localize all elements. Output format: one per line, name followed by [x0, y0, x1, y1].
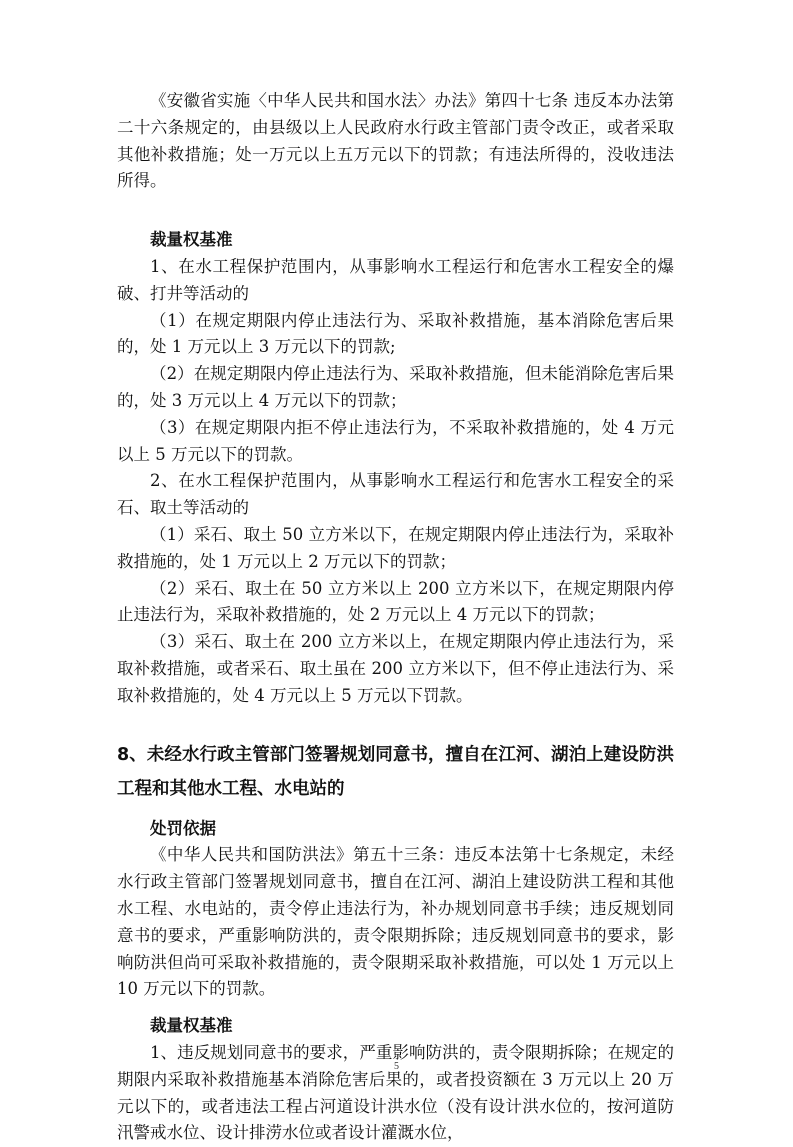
- water-law-article-47: 《安徽省实施〈中华人民共和国水法〉办法》第四十七条 违反本办法第二十六条规定的，由县级以上人民政府水行政主管部门责令改正，或者采取其他补救措施；处一万元以上五万元以下的罚款；有违法所得的，没收违法所得。: [117, 91, 674, 191]
- discretion-item-2-1: （1）采石、取土 50 立方米以下，在规定期限内停止违法行为，采取补救措施的，处 1 万元以上 2 万元以下的罚款；: [117, 524, 674, 571]
- discretion-item-1-3: （3）在规定期限内拒不停止违法行为，不采取补救措施的，处 4 万元以上 5 万元以下的罚款。: [117, 417, 674, 464]
- flood-control-law-article-53: 《中华人民共和国防洪法》第五十三条：违反本法第十七条规定，未经水行政主管部门签署规划同意书，擅自在江河、湖泊上建设防洪工程和其他水工程、水电站的，责令停止违法行为，补办规划同意书手续；违反规划同意书的要求，严重影响防洪的，责令限期拆除；违反规划同意书的要求，影响防洪但尚可采取补救措施的，责令限期采取补救措施，可以处 1 万元以上 10 万元以下的罚款。: [117, 845, 674, 999]
- discretion-item-1-2: （2）在规定期限内停止违法行为、采取补救措施，但未能消除危害后果的，处 3 万元以上 4 万元以下的罚款；: [117, 364, 674, 410]
- section-8-discretion-heading: 裁量权基准: [150, 1016, 233, 1036]
- discretion-item-2-2: （2）采石、取土在 50 立方米以上 200 立方米以下，在规定期限内停止违法行为，采取补救措施的，处 2 万元以上 4 万元以下的罚款；: [117, 578, 674, 625]
- page-number: 5: [394, 1061, 399, 1072]
- penalty-basis-heading: 处罚依据: [150, 818, 216, 838]
- discretion-item-2: 2、在水工程保护范围内，从事影响水工程运行和危害水工程安全的采石、取土等活动的: [117, 471, 674, 518]
- discretion-item-1-1: （1）在规定期限内停止违法行为、采取补救措施，基本消除危害后果的，处 1 万元以上 3 万元以下的罚款;: [117, 310, 674, 357]
- discretion-item-2-3: （3）采石、取土在 200 立方米以上，在规定期限内停止违法行为，采取补救措施，或者采石、取土虽在 200 立方米以下，但不停止违法行为、采取补救措施的，处 4 万元以上 5 万元以下罚款。: [117, 632, 674, 705]
- section-8-title: 8、未经水行政主管部门签署规划同意书，擅自在江河、湖泊上建设防洪工程和其他水工程、水电站的: [117, 744, 674, 799]
- discretion-heading: 裁量权基准: [150, 230, 233, 250]
- section-8-discretion-item-1: 1、违反规划同意书的要求，严重影响防洪的，责令限期拆除；在规定的期限内采取补救措施基本消除危害后果的，或者投资额在 3 万元以上 20 万元以下的，或者违法工程占河道设计洪水位（没有设计洪水位的，按河道防汛警戒水位、设计排涝水位或者设计灌溉水位，: [117, 1042, 674, 1143]
- discretion-item-1: 1、在水工程保护范围内，从事影响水工程运行和危害水工程安全的爆破、打井等活动的: [117, 256, 674, 303]
